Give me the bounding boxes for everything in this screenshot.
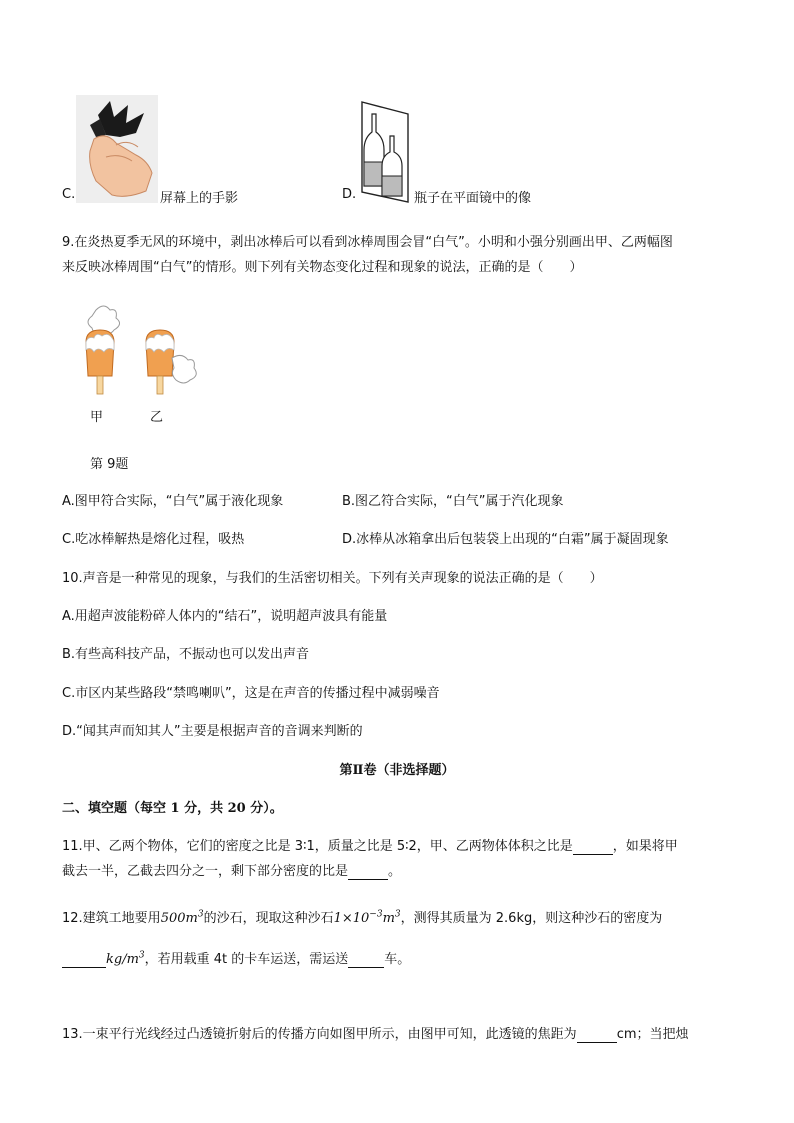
- q11-line2-tail: 。: [388, 864, 402, 879]
- option-d-text: 瓶子在平面镜中的像: [414, 191, 532, 206]
- q10-option-b: B.有些高科技产品，不振动也可以发出声音: [62, 647, 310, 662]
- q11-line2-text: 截去一半，乙截去四分之一，剩下部分密度的比是: [62, 864, 349, 879]
- q12-sample-unit-exp: 3: [394, 909, 401, 920]
- q13-line1-text: 13.一束平行光线经过凸透镜折射后的传播方向如图甲所示，由图甲可知，此透镜的焦距为: [62, 1027, 577, 1042]
- q12-line1-text: 12.建筑工地要用: [62, 911, 161, 926]
- q11-line1-tail: ，如果将甲: [612, 839, 678, 854]
- q10-stem: 10.声音是一种常见的现象，与我们的生活密切相关。下列有关声现象的说法正确的是（ ）: [62, 571, 603, 586]
- q9-figure-caption: 第 9题: [90, 457, 129, 472]
- q12-line1: [62, 907, 662, 926]
- q10-option-a: A.用超声波能粉碎人体内的“结石”，说明超声波具有能量: [62, 609, 388, 624]
- option-d-letter: D.: [342, 187, 357, 202]
- q12-sample-unit: m: [382, 911, 395, 926]
- q9-option-c: C.吃冰棒解热是熔化过程，吸热: [62, 532, 245, 547]
- q12-line2-tail: 车。: [384, 952, 411, 967]
- q12-density-unit-exp: 3: [138, 950, 145, 961]
- part2-title: 第Ⅱ卷（非选择题）: [339, 763, 455, 778]
- section2-heading: 二、填空题（每空 1 分，共 20 分）。: [62, 801, 283, 816]
- q13-answer-blank-1[interactable]: [577, 1027, 617, 1043]
- q10-option-c: C.市区内某些路段“禁鸣喇叭”，这是在声音的传播过程中减弱噪音: [62, 686, 440, 701]
- figure-label-yi: 乙: [150, 410, 164, 425]
- q11-line1-text: 11.甲、乙两个物体，它们的密度之比是 3∶1，质量之比是 5∶2，甲、乙两物体体积之比是: [62, 839, 573, 854]
- q12-sample-volume: [334, 911, 401, 926]
- q9-stem-line1: 9.在炎热夏季无风的环境中，剥出冰棒后可以看到冰棒周围会冒“白气”。小明和小强分别画出甲、乙两幅图: [62, 235, 673, 250]
- q11-answer-blank-2[interactable]: [348, 864, 388, 880]
- option-c-letter: C.: [62, 187, 76, 202]
- q9-option-b: B.图乙符合实际，“白气”属于汽化现象: [342, 494, 564, 509]
- q9-figure: [74, 302, 204, 402]
- figure-label-jia: 甲: [90, 410, 104, 425]
- q11-line2: [62, 860, 401, 880]
- q12-density-unit: [106, 952, 145, 967]
- q13-line1: [62, 1023, 689, 1043]
- q12-volume-value: 500m: [160, 911, 198, 926]
- q11-answer-blank-1[interactable]: [573, 839, 613, 855]
- option-c-text: 屏幕上的手影: [160, 191, 239, 206]
- hand-shadow-image: [76, 95, 158, 203]
- q11-line1: [62, 835, 678, 855]
- mirror-bottles-image: [356, 100, 414, 204]
- q12-answer-blank-1[interactable]: [62, 952, 106, 968]
- q9-option-d: D.冰棒从冰箱拿出后包装袋上出现的“白霜”属于凝固现象: [342, 532, 669, 547]
- q12-line2-text: ，若用载重 4t 的卡车运送，需运送: [144, 952, 349, 967]
- q9-option-a: A.图甲符合实际，“白气”属于液化现象: [62, 494, 284, 509]
- q12-line1-tail: ，测得其质量为 2.6kg，则这种沙石的密度为: [400, 911, 663, 926]
- q12-volume-exp: 3: [197, 909, 204, 920]
- q13-line1-tail: cm；当把烛: [616, 1027, 689, 1042]
- q12-sample-value: 1×10: [333, 911, 370, 926]
- q10-option-d: D.“闻其声而知其人”主要是根据声音的音调来判断的: [62, 724, 363, 739]
- q9-stem-line2: 来反映冰棒周围“白气”的情形。则下列有关物态变化过程和现象的说法，正确的是（ ）: [62, 260, 583, 275]
- q12-answer-blank-2[interactable]: [348, 952, 384, 968]
- q12-volume: [161, 911, 204, 926]
- q12-line1-mid: 的沙石，现取这种沙石: [203, 911, 334, 926]
- q12-density-unit-text: kg/m: [106, 952, 139, 967]
- q12-sample-exp: −3: [369, 909, 383, 920]
- q12-line2: [62, 948, 410, 968]
